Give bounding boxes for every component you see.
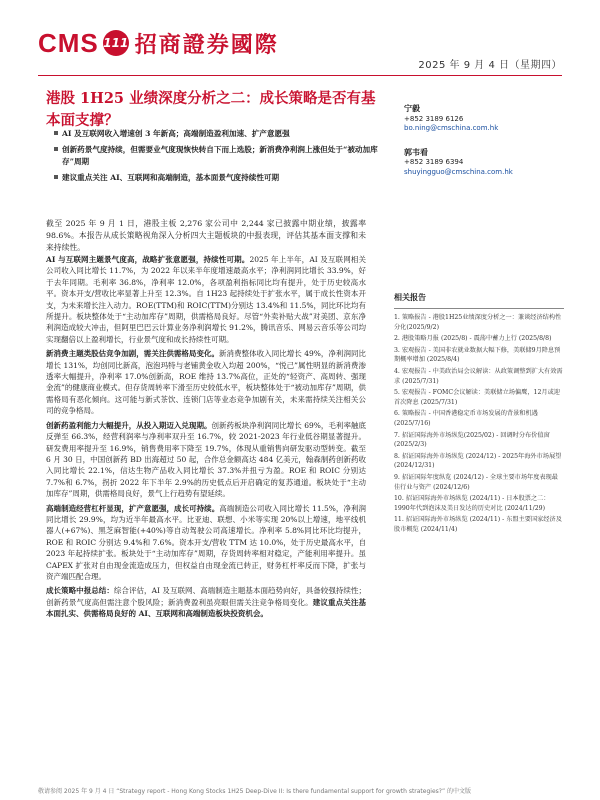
related-report-link[interactable]: 2. 港股策略月报 (2025/8) - 震荡中蓄力上行 (2025/8/8) [394, 335, 552, 343]
report-header [0, 0, 600, 92]
analyst-email-link[interactable]: bo.ning@cmschina.com.hk [404, 124, 499, 132]
related-report-link[interactable]: 7. 招证国际海外市场纵览(2025/02) - 回调时分布价值窗 (2025/2/3) [394, 431, 550, 449]
body-paragraph [46, 348, 366, 416]
related-report-link[interactable]: 11. 招证国际海外市场纵览 (2024/11) - 东盟主要国家经济及股市概览 (2024/11/4) [394, 516, 562, 533]
body-paragraph [46, 254, 366, 345]
report-title: 港股 1H25 业绩深度分析之二：成长策略是否有基本面支撑？ [46, 90, 376, 129]
body-paragraph [46, 503, 366, 583]
page-footer: 敬请参阅 2025 年 9 月 4 日 “Strategy report - Hong Kong Stocks 1H25 Deep-Dive II: Is there fundamental support for growth strategies?” 的中文版 [38, 788, 471, 795]
paragraph-lead: 创新药盈利能力大幅提升，从投入期迈入兑现期。 [46, 420, 212, 430]
paragraph-text: 综合评估，AI 及互联网、高端制造主题基本面趋势向好，具备较强持续性；创新药景气度高但需注意个股风险；新消费盈利虽亮眼但需关注竞争格局变化。 [46, 586, 367, 607]
analyst-card [404, 104, 564, 134]
related-report-link[interactable]: 10. 招证国际海外市场纵览 (2024/11) - 日本股票之二：1990年代到泡沫及美日发达的历史对比 (2024/11/29) [394, 495, 550, 512]
related-reports-title: 相关报告 [394, 292, 564, 309]
report-date: 2025 年 9 月 4 日（星期四） [418, 60, 562, 71]
body-paragraph [46, 585, 366, 619]
paragraph-lead: 高端制造经营杠杆显现，扩产意愿强，成长可持续。 [46, 503, 220, 513]
key-point: 创新药景气度持续，但需要业气度现恢快转自下而上选股；新消费净利润上涨但处于“被动加库存”周期 [54, 144, 394, 168]
related-report-link[interactable]: 8. 招证国际海外市场纵览 (2024/12) - 2025年海外市场展望 (2024/12/31) [394, 452, 562, 470]
paragraph-text: 创新药板块净利润同比增长 69%，毛利率触底反弹至 66.3%，经营利润率与净利率双升至 16.7%，较 2021-2023 年行业低谷期显著提升。研发费用率提升至 16.9%，销售费用率下降至 19.7%，体现从重销售向研发驱动型转变。截至 6 月 30 日，中国创新药 BD 出海超过 50 起，合作总金额高达 484 亿美元，翰森制药创新药收入同比增长 22.1%，信达生物产品收入同比增长 37.3%并扭亏为盈。ROE 和 ROIC 分别达 7.7%和 6.7%，拐折 2022 年下半年 2.9%的历史低点后开启确定的复苏通道。板块处于“主动加库存”周期，供需格局良好，景气上行趋势有望延续。 [46, 420, 367, 499]
company-logo [38, 27, 279, 59]
key-point: AI 及互联网收入增速创 3 年新高；高端制造盈利加速、扩产意愿强 [54, 128, 394, 140]
paragraph-lead: 新消费主题类股估竞争加剧，需关注供需格局变化。 [46, 349, 220, 359]
analyst-phone: +852 3189 6126 [404, 114, 464, 123]
related-report-link[interactable]: 3. 宏观报告 - 美国非农就业数据大幅下修，美联储9月降息预期概率增加 (2025/8/4) [394, 346, 561, 364]
related-report-link[interactable]: 9. 招证国际年度纵览 (2024/12) - 全球主要市场年度表现最佳行业与资产 (2024/12/6) [394, 473, 558, 491]
paragraph-text: 新消费整体收入同比增长 49%，净利润同比增长 131%，均创同比新高，泡泡玛特与老铺黄金收入均超 200%，“悦己”属性明显的新消费渗透率大幅提升，净利率 17.0%创新高，ROE 维持 13.7%高位，正处的“轻资产、高周转、强现金流”的健康商业模式。但存货周转率下滑至历史较低水平，板块整体处于“被动加库存”周期，供需格局有恶化倾向。这可能与新式茶饮、连锁门店等业态竞争加剧有关，未来需持续关注相关公司的竞争格局。 [46, 349, 366, 416]
paragraph-conclusion: 建议重点关注基本面扎实、供需格局良好的 AI、互联网和高端制造板块投资机会。 [46, 597, 367, 619]
analyst-card [404, 148, 564, 178]
logo-emblem-icon: 111 [103, 30, 129, 56]
body-paragraph [46, 420, 366, 500]
related-report-link[interactable]: 1. 策略报告 - 港股1H25业绩深度分析之一：兼谈经济结构性分化(2025/9/2) [394, 314, 562, 331]
related-report-link[interactable]: 5. 宏观报告 - FOMC会议解读：美联储立场偏鹰，12月或迎首次降息 (2025/7/31) [394, 389, 560, 406]
intro-paragraph: 截至 2025 年 9 月 1 日，港股主板 2,276 家公司中 2,244 家已披露中期业绩，披露率 98.6%。本报告从成长策略视角深入分析四大主题板块的中报表现，评估其基本面支撑和未来持续性。 [46, 219, 366, 252]
key-points [54, 128, 394, 188]
analyst-name: 宁毅 [404, 103, 420, 113]
key-point: 建议重点关注 AI、互联网和高端制造，基本面景气度持续性可期 [54, 172, 394, 184]
report-body [46, 254, 366, 623]
related-report-link[interactable]: 4. 宏观报告 - 中美政治局会议解读：从政策调整到扩大有效需求 (2025/7/31) [394, 367, 563, 385]
analyst-phone: +852 3189 6394 [404, 158, 464, 166]
analyst-name: 郭韦看 [404, 146, 428, 157]
analyst-panel [404, 104, 564, 191]
paragraph-lead: AI 与互联网主题景气度高，战略扩张意愿强，持续性可期。 [46, 255, 250, 264]
paragraph-lead: 成长策略中报总结： [46, 586, 114, 596]
logo-text: CMS [38, 27, 99, 58]
related-reports [394, 292, 564, 536]
related-report-link[interactable]: 6. 策略报告 - 中国香港稳定币市场发展的背景和机遇 (2025/7/16) [394, 410, 538, 427]
analyst-email-link[interactable]: shuyingguo@cmschina.com.hk [404, 167, 513, 176]
paragraph-text: 高端制造公司收入同比增长 11.5%，净利润同比增长 29.9%，均为近半年最高水平。比亚迪、联想、小米等实现 20%以上增速，地平线机器人(+67%)、黑芝麻智能(+40%)等自动驾驶公司高速增长。净利率 5.8%同比环比均提升，ROE 和 ROIC 分别达 9.4%和 7.6%。资本开支/营收 TTM 达 10.0%，处于历史最高水平，自 2023 年起持续扩张。板块处于“主动加库存”周期，存货周转率相对稳定，产能利用率提升。虽 CAPEX 扩张对自由现金流造成压力，但权益自由现金流已转正，财务杠杆率反而下降，扩张与资产端匹配合理。 [46, 503, 367, 581]
logo-chinese-name: 招商證券國際 [134, 31, 279, 58]
paragraph-text: 2025 年上半年，AI 及互联网相关公司收入同比增长 11.7%，为 2022 年以来半年度增速最高水平；净利润同比增长 33.9%，好于去年同期。毛利率 36.8%，净利率 12.0%，各项盈利指标同比均有提升，处于历史较高水平。资本开支/营收比率显著上升至 12.3%。自 1H23 起持续处于扩张水平，属于成长性资本开支，为未来增长注入动力。ROE(TTM)和 ROIC(TTM)分别达 13.4%和 11.5%，同比环比均有所提升。板块整体处于“主动加库存”周期，供需格局良好。尽管“外卖补贴大战”对美团、京东净利润造成较大冲击，但阿里巴巴云计算业务净利润增长 91.2%，腾讯音乐、网易云音乐等公司均实现翻倍以上盈利增长，行业景气度和成长持续性可期。 [46, 255, 367, 344]
header-divider [38, 75, 562, 76]
